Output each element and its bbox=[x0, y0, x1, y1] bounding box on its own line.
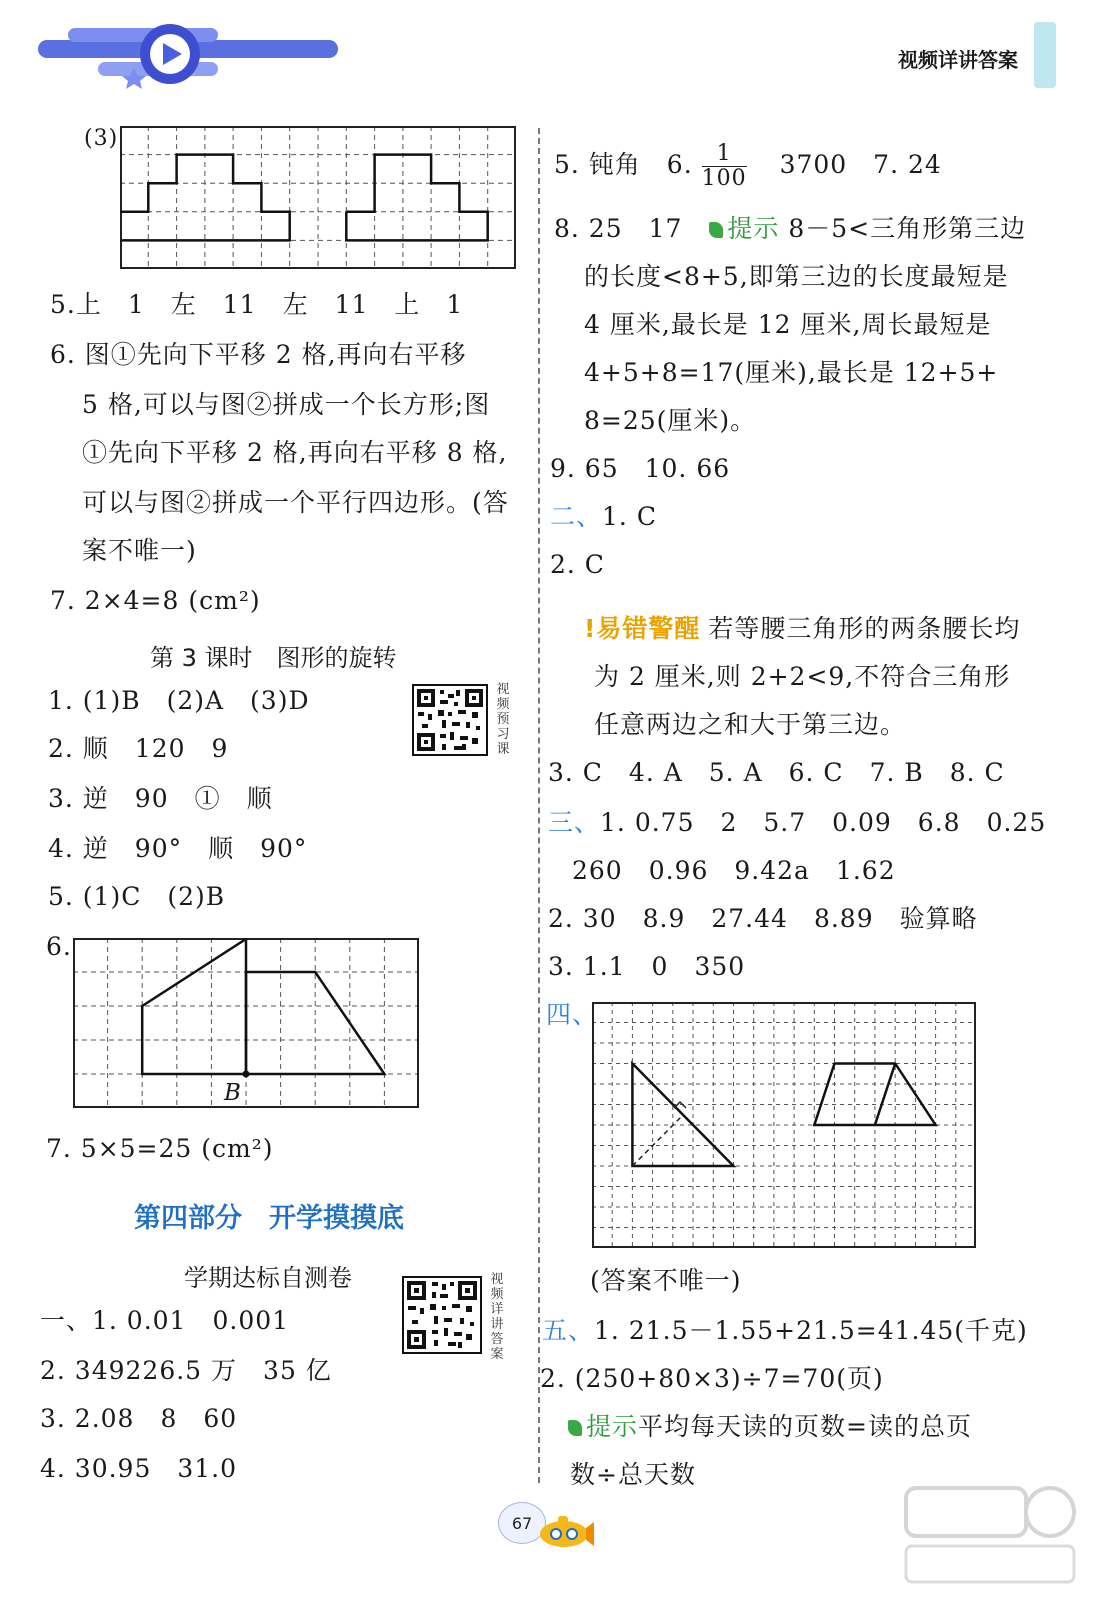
section-four-note: (答案不唯一) bbox=[590, 1266, 742, 1295]
section-two-label: 二、 bbox=[550, 502, 603, 531]
tip-label-2: 提示 bbox=[586, 1412, 639, 1441]
section-four-label: 四、 bbox=[546, 1000, 599, 1029]
part-title: 第四部分 开学摸摸底 bbox=[134, 1203, 404, 1234]
answer-e-tip-1: 平均每天读的页数=读的总页 bbox=[638, 1412, 972, 1441]
section-five-row bbox=[542, 1316, 1028, 1346]
answer-l6b: 5 格,可以与图②拼成一个长方形;图 bbox=[82, 390, 491, 419]
answer-e2: 2. (250+80×3)÷7=70(页) bbox=[540, 1364, 884, 1393]
answer-l6d: 可以与图②拼成一个平行四边形。(答 bbox=[82, 488, 509, 517]
q3-label: (3) bbox=[84, 126, 119, 151]
warning-text-2: 为 2 厘米,则 2+2<9,不符合三角形 bbox=[594, 662, 1011, 691]
answer-c1b: 260 0.96 9.42a 1.62 bbox=[572, 856, 896, 885]
warning-label: 易错警醒 bbox=[596, 614, 701, 643]
lesson-title: 第 3 课时 图形的旋转 bbox=[150, 644, 397, 672]
answer-l5: 5.上 1 左 11 左 11 上 1 bbox=[50, 290, 464, 319]
section-five-label: 五、 bbox=[542, 1316, 595, 1345]
answer-r7: 7. 5×5=25 (cm²) bbox=[46, 1134, 274, 1163]
watermark-logo bbox=[900, 1480, 1080, 1590]
qr-code-preview[interactable] bbox=[412, 684, 488, 756]
answer-b3: 3. C 4. A 5. A 6. C 7. B 8. C bbox=[548, 758, 1005, 787]
answer-e1: 1. 21.5－1.55+21.5=41.45(千克) bbox=[594, 1316, 1028, 1345]
answer-a8-pre: 8. 25 17 bbox=[554, 214, 683, 243]
answer-r3: 3. 逆 90 ① 顺 bbox=[48, 784, 273, 813]
fraction-1-100 bbox=[702, 142, 747, 191]
fraction-numerator: 1 bbox=[702, 142, 747, 167]
answer-a8c: 4 厘米,最长是 12 厘米,周长最短是 bbox=[584, 310, 992, 339]
answer-a5 bbox=[554, 140, 942, 191]
answer-r6: 6. bbox=[46, 932, 72, 961]
header-accent bbox=[1034, 22, 1056, 88]
answer-c1: 1. 0.75 2 5.7 0.09 6.8 0.25 bbox=[600, 808, 1047, 837]
submarine-icon bbox=[536, 1510, 594, 1550]
page-number: 67 bbox=[511, 1513, 533, 1533]
test-title: 学期达标自测卷 bbox=[184, 1264, 352, 1292]
answer-t1: 一、1. 0.01 0.001 bbox=[40, 1306, 290, 1335]
answer-t2: 2. 349226.5 万 35 亿 bbox=[40, 1356, 332, 1385]
answer-a8d: 4+5+8=17(厘米),最长是 12+5+ bbox=[584, 358, 999, 387]
tip-label: 提示 bbox=[727, 214, 780, 243]
grid-q3 bbox=[120, 126, 516, 269]
grid-section-four bbox=[592, 1002, 976, 1248]
header-title: 视频详讲答案 bbox=[898, 48, 1018, 72]
section-three-row bbox=[548, 808, 1046, 838]
answer-a8-tip: 8－5<三角形第三边 bbox=[788, 214, 1027, 243]
answer-r5: 5. (1)C (2)B bbox=[48, 882, 226, 911]
qr-label-preview: 视频预习课 bbox=[496, 682, 510, 757]
answer-l6e: 案不唯一) bbox=[82, 536, 197, 565]
warning-row bbox=[584, 614, 1020, 644]
tip-badge bbox=[709, 214, 779, 243]
answer-a8 bbox=[554, 214, 1026, 244]
answer-r4: 4. 逆 90° 顺 90° bbox=[48, 834, 308, 863]
tip-badge-2 bbox=[568, 1412, 638, 1441]
answer-r2: 2. 顺 120 9 bbox=[48, 734, 229, 763]
answer-l6a: 6. 图①先向下平移 2 格,再向右平移 bbox=[50, 340, 467, 369]
answer-a8e: 8=25(厘米)。 bbox=[584, 406, 757, 435]
grid-rotation bbox=[73, 938, 419, 1108]
section-two-row bbox=[550, 502, 657, 532]
warning-text-3: 任意两边之和大于第三边。 bbox=[594, 710, 907, 739]
answer-a5-post: 3700 7. 24 bbox=[779, 150, 942, 179]
warning-text-1: 若等腰三角形的两条腰长均 bbox=[708, 614, 1021, 643]
column-divider bbox=[538, 128, 540, 1483]
answer-l7: 7. 2×4=8 (cm²) bbox=[50, 586, 261, 615]
answer-a5-pre: 5. 钝角 6. bbox=[554, 150, 693, 179]
point-b-label: B bbox=[224, 1080, 242, 1106]
answer-c3: 3. 1.1 0 350 bbox=[548, 952, 746, 981]
qr-code-explain[interactable] bbox=[402, 1276, 482, 1354]
answer-c2: 2. 30 8.9 27.44 8.89 验算略 bbox=[548, 904, 978, 933]
answer-e-tip-2: 数÷总天数 bbox=[570, 1460, 696, 1489]
answer-t3: 3. 2.08 8 60 bbox=[40, 1404, 238, 1433]
tip-leaf-icon bbox=[709, 222, 723, 238]
answer-b1: 1. C bbox=[602, 502, 657, 531]
answer-a9: 9. 65 10. 66 bbox=[550, 454, 731, 483]
qr-label-explain: 视频详讲答案 bbox=[490, 1272, 504, 1362]
answer-b2: 2. C bbox=[550, 550, 605, 579]
fraction-denominator: 100 bbox=[701, 166, 747, 191]
header-banner bbox=[38, 10, 338, 90]
answer-l6c: ①先向下平移 2 格,再向右平移 8 格, bbox=[82, 438, 508, 467]
section-three-label: 三、 bbox=[548, 808, 601, 837]
answer-a8b: 的长度<8+5,即第三边的长度最短是 bbox=[584, 262, 1009, 291]
warning-icon: ! bbox=[584, 614, 597, 643]
answer-e-tip bbox=[568, 1412, 972, 1442]
answer-r1: 1. (1)B (2)A (3)D bbox=[48, 686, 310, 715]
tip-leaf-icon-2 bbox=[568, 1420, 582, 1436]
answer-t4: 4. 30.95 31.0 bbox=[40, 1454, 238, 1483]
